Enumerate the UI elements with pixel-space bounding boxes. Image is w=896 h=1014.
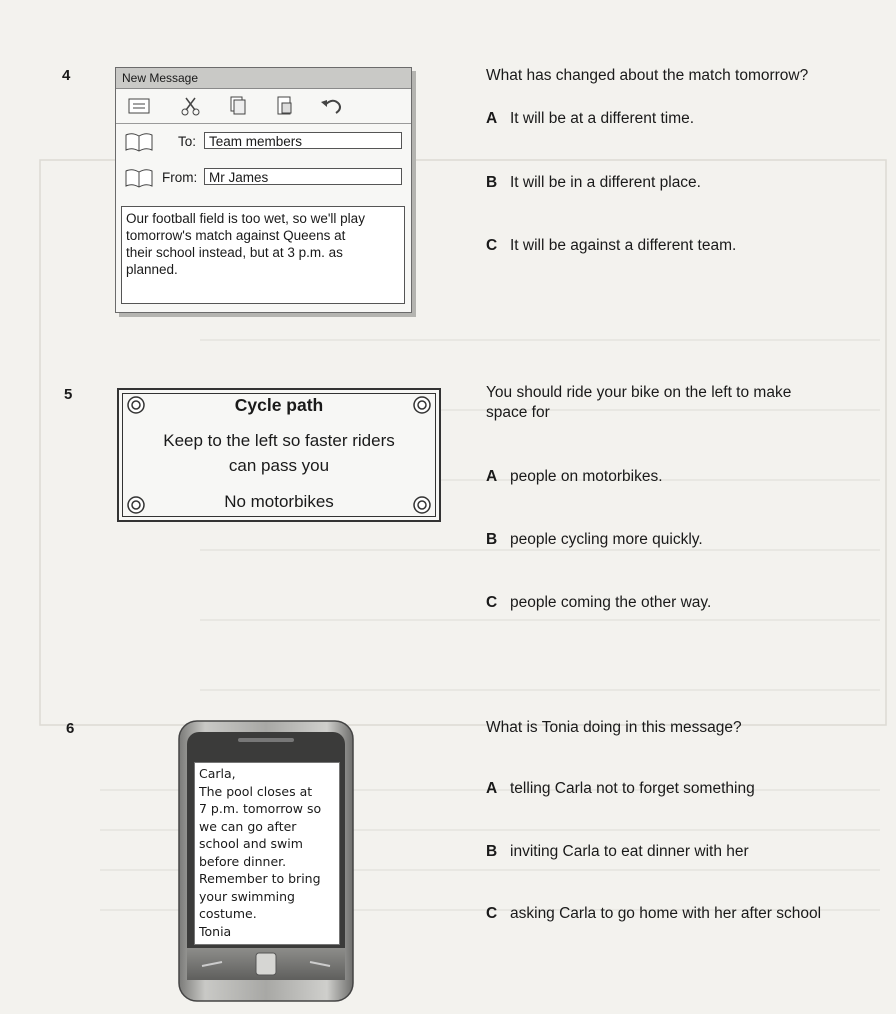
email-title: New Message <box>116 68 411 89</box>
message-line: Tonia <box>199 923 232 939</box>
option-b <box>486 843 749 861</box>
email-body-line: tomorrow's match against Queens at <box>126 228 346 243</box>
address-book-icon <box>124 132 154 152</box>
from-field: Mr James <box>204 168 402 185</box>
option-text: people on motorbikes. <box>510 468 663 485</box>
message-line: costume. <box>199 906 257 921</box>
option-text: asking Carla to go home with her after school <box>510 905 822 922</box>
from-row <box>116 166 411 192</box>
undo-icon <box>319 96 345 116</box>
sign-title: Cycle path <box>234 395 324 415</box>
option-text: people cycling more quickly. <box>510 531 703 548</box>
email-body-line: Our football field is too wet, so we'll play <box>126 211 365 226</box>
to-row <box>116 130 411 156</box>
cycle-path-sign <box>117 388 441 522</box>
question-text <box>486 383 791 423</box>
question-number: 4 <box>62 67 71 84</box>
sign-text-line: can pass you <box>228 456 330 475</box>
email-window <box>115 67 412 313</box>
question-text: What is Tonia doing in this message? <box>486 719 742 736</box>
from-label: From: <box>162 170 198 185</box>
option-letter: C <box>486 237 498 254</box>
option-text: inviting Carla to eat dinner with her <box>510 843 749 860</box>
option-a <box>486 468 663 486</box>
question-number: 5 <box>64 386 73 403</box>
copy-icon <box>224 96 250 116</box>
message-line: your swimming <box>199 888 295 904</box>
email-body-line: planned. <box>126 262 178 277</box>
paste-icon <box>272 96 298 116</box>
message-line: 7 p.m. tomorrow so <box>199 801 322 816</box>
message-line: Carla, <box>199 766 236 781</box>
question-text-line: You should ride your bike on the left to make <box>486 384 792 401</box>
send-icon <box>126 96 152 116</box>
option-letter: C <box>486 594 498 611</box>
sign-text-line: Keep to the left so faster riders <box>163 431 395 450</box>
option-letter: B <box>486 843 498 860</box>
sign-text-line: No motorbikes <box>224 492 334 511</box>
cut-icon <box>178 96 204 116</box>
message-line: school and swim <box>199 836 303 851</box>
option-letter: A <box>486 468 498 485</box>
message-line: Remember to bring <box>199 871 321 886</box>
email-toolbar <box>116 89 411 124</box>
message-line: The pool closes at <box>199 783 313 799</box>
message-line: before dinner. <box>199 853 287 869</box>
option-b <box>486 174 701 192</box>
question-number: 6 <box>66 720 75 737</box>
option-letter: B <box>486 174 498 191</box>
message-line: we can go after <box>199 818 297 834</box>
option-text: telling Carla not to forget something <box>510 780 755 797</box>
to-field: Team members <box>204 132 402 149</box>
option-c <box>486 237 736 255</box>
option-letter: A <box>486 780 498 797</box>
option-text: It will be against a different team. <box>510 237 737 254</box>
option-c <box>486 594 711 612</box>
option-text: It will be at a different time. <box>510 110 695 127</box>
option-b <box>486 531 703 549</box>
question-text-line: space for <box>486 404 550 421</box>
email-body-line: their school instead, but at 3 p.m. as <box>126 245 343 260</box>
option-text: It will be in a different place. <box>510 174 701 191</box>
option-letter: C <box>486 905 498 922</box>
email-body <box>121 206 405 304</box>
option-letter: B <box>486 531 498 548</box>
option-a <box>486 110 694 128</box>
address-book-icon <box>124 168 154 188</box>
question-text: What has changed about the match tomorrow? <box>486 67 809 84</box>
phone-message-screen <box>194 762 340 945</box>
option-a <box>486 780 755 798</box>
option-c <box>486 905 821 923</box>
option-letter: A <box>486 110 498 127</box>
option-text: people coming the other way. <box>510 594 712 611</box>
to-label: To: <box>178 134 197 149</box>
